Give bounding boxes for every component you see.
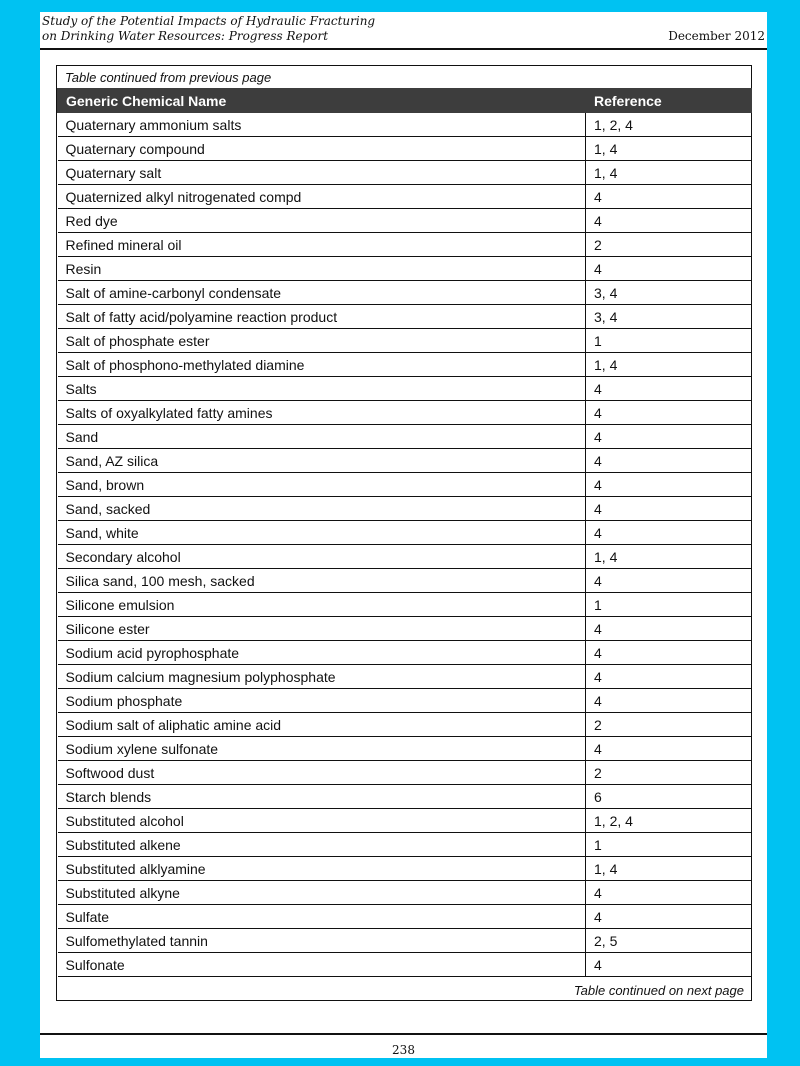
report-date: December 2012 xyxy=(668,29,765,43)
chemical-name-cell: Substituted alcohol xyxy=(58,809,586,833)
reference-cell: 4 xyxy=(586,689,752,713)
chemical-name-cell: Sand, sacked xyxy=(58,497,586,521)
chemical-name-cell: Sand xyxy=(58,425,586,449)
table-row xyxy=(58,761,752,785)
table-row xyxy=(58,881,752,905)
reference-cell: 1, 2, 4 xyxy=(586,113,752,137)
page-number: 238 xyxy=(392,1043,415,1057)
table-frame xyxy=(56,65,752,1001)
report-title-line-2: on Drinking Water Resources: Progress Report xyxy=(42,29,329,43)
table-row xyxy=(58,593,752,617)
reference-cell: 4 xyxy=(586,737,752,761)
chemical-name-cell: Sulfate xyxy=(58,905,586,929)
chemical-name-cell: Salt of phosphate ester xyxy=(58,329,586,353)
table-row xyxy=(58,641,752,665)
chemical-name-cell: Salts xyxy=(58,377,586,401)
reference-cell: 4 xyxy=(586,449,752,473)
chemical-name-cell: Red dye xyxy=(58,209,586,233)
reference-cell: 4 xyxy=(586,257,752,281)
table-row xyxy=(58,257,752,281)
table-row xyxy=(58,377,752,401)
table-row xyxy=(58,929,752,953)
reference-cell: 3, 4 xyxy=(586,305,752,329)
reference-cell: 4 xyxy=(586,401,752,425)
table-row xyxy=(58,953,752,977)
table-row xyxy=(58,425,752,449)
table-row xyxy=(58,737,752,761)
reference-cell: 3, 4 xyxy=(586,281,752,305)
table-row xyxy=(58,713,752,737)
column-header-chemical-name: Generic Chemical Name xyxy=(58,89,586,113)
footer-divider xyxy=(40,1033,767,1035)
report-title xyxy=(42,14,375,44)
reference-cell: 4 xyxy=(586,497,752,521)
chemical-name-cell: Sand, AZ silica xyxy=(58,449,586,473)
reference-cell: 4 xyxy=(586,521,752,545)
table-continued-from-note: Table continued from previous page xyxy=(65,70,272,85)
chemical-name-cell: Softwood dust xyxy=(58,761,586,785)
reference-cell: 4 xyxy=(586,617,752,641)
chemical-name-cell: Silicone emulsion xyxy=(58,593,586,617)
chemical-name-cell: Substituted alkyne xyxy=(58,881,586,905)
reference-cell: 4 xyxy=(586,377,752,401)
chemical-name-cell: Quaternary ammonium salts xyxy=(58,113,586,137)
reference-cell: 1, 4 xyxy=(586,545,752,569)
reference-cell: 1 xyxy=(586,593,752,617)
reference-cell: 4 xyxy=(586,209,752,233)
reference-cell: 4 xyxy=(586,665,752,689)
chemical-name-cell: Silicone ester xyxy=(58,617,586,641)
table-row xyxy=(58,353,752,377)
chemical-name-cell: Sand, brown xyxy=(58,473,586,497)
report-title-line-1: Study of the Potential Impacts of Hydraulic Fracturing xyxy=(42,14,376,28)
table-row xyxy=(58,209,752,233)
column-header-reference: Reference xyxy=(586,89,752,113)
reference-cell: 1, 4 xyxy=(586,353,752,377)
chemical-name-cell: Starch blends xyxy=(58,785,586,809)
chemical-reference-table xyxy=(57,88,752,977)
chemical-name-cell: Substituted alklyamine xyxy=(58,857,586,881)
chemical-name-cell: Sodium calcium magnesium polyphosphate xyxy=(58,665,586,689)
chemical-name-cell: Salt of fatty acid/polyamine reaction product xyxy=(58,305,586,329)
table-row xyxy=(58,233,752,257)
table-row xyxy=(58,905,752,929)
reference-cell: 2 xyxy=(586,233,752,257)
chemical-name-cell: Secondary alcohol xyxy=(58,545,586,569)
chemical-name-cell: Salt of phosphono-methylated diamine xyxy=(58,353,586,377)
table-row xyxy=(58,305,752,329)
chemical-name-cell: Sodium xylene sulfonate xyxy=(58,737,586,761)
table-row xyxy=(58,785,752,809)
table-row xyxy=(58,137,752,161)
reference-cell: 1 xyxy=(586,329,752,353)
table-row xyxy=(58,161,752,185)
chemical-name-cell: Sodium acid pyrophosphate xyxy=(58,641,586,665)
chemical-name-cell: Sulfomethylated tannin xyxy=(58,929,586,953)
page-header xyxy=(40,12,767,52)
table-row xyxy=(58,665,752,689)
chemical-name-cell: Sodium salt of aliphatic amine acid xyxy=(58,713,586,737)
table-row xyxy=(58,545,752,569)
reference-cell: 1, 4 xyxy=(586,857,752,881)
table-body xyxy=(58,113,752,977)
reference-cell: 4 xyxy=(586,473,752,497)
table-continued-to-note: Table continued on next page xyxy=(573,983,744,998)
chemical-name-cell: Sodium phosphate xyxy=(58,689,586,713)
table-row xyxy=(58,497,752,521)
table-row xyxy=(58,281,752,305)
reference-cell: 4 xyxy=(586,425,752,449)
chemical-name-cell: Sulfonate xyxy=(58,953,586,977)
table-row xyxy=(58,689,752,713)
reference-cell: 4 xyxy=(586,641,752,665)
reference-cell: 4 xyxy=(586,569,752,593)
table-row xyxy=(58,617,752,641)
table-row xyxy=(58,329,752,353)
table-row xyxy=(58,833,752,857)
table-row xyxy=(58,449,752,473)
table-row xyxy=(58,809,752,833)
table-row xyxy=(58,473,752,497)
table-row xyxy=(58,857,752,881)
reference-cell: 4 xyxy=(586,185,752,209)
table-row xyxy=(58,401,752,425)
chemical-name-cell: Refined mineral oil xyxy=(58,233,586,257)
chemical-name-cell: Substituted alkene xyxy=(58,833,586,857)
table-row xyxy=(58,521,752,545)
chemical-name-cell: Quaternized alkyl nitrogenated compd xyxy=(58,185,586,209)
header-divider xyxy=(40,48,767,50)
reference-cell: 4 xyxy=(586,905,752,929)
reference-cell: 2 xyxy=(586,761,752,785)
table-row xyxy=(58,185,752,209)
chemical-name-cell: Silica sand, 100 mesh, sacked xyxy=(58,569,586,593)
chemical-name-cell: Quaternary salt xyxy=(58,161,586,185)
reference-cell: 2 xyxy=(586,713,752,737)
chemical-name-cell: Sand, white xyxy=(58,521,586,545)
reference-cell: 1, 4 xyxy=(586,137,752,161)
table-header-row xyxy=(58,89,752,113)
chemical-name-cell: Salt of amine-carbonyl condensate xyxy=(58,281,586,305)
document-page xyxy=(40,12,767,1058)
reference-cell: 1, 4 xyxy=(586,161,752,185)
chemical-name-cell: Salts of oxyalkylated fatty amines xyxy=(58,401,586,425)
reference-cell: 1, 2, 4 xyxy=(586,809,752,833)
reference-cell: 1 xyxy=(586,833,752,857)
reference-cell: 2, 5 xyxy=(586,929,752,953)
table-row xyxy=(58,569,752,593)
chemical-name-cell: Quaternary compound xyxy=(58,137,586,161)
reference-cell: 4 xyxy=(586,881,752,905)
reference-cell: 4 xyxy=(586,953,752,977)
table-row xyxy=(58,113,752,137)
chemical-name-cell: Resin xyxy=(58,257,586,281)
reference-cell: 6 xyxy=(586,785,752,809)
